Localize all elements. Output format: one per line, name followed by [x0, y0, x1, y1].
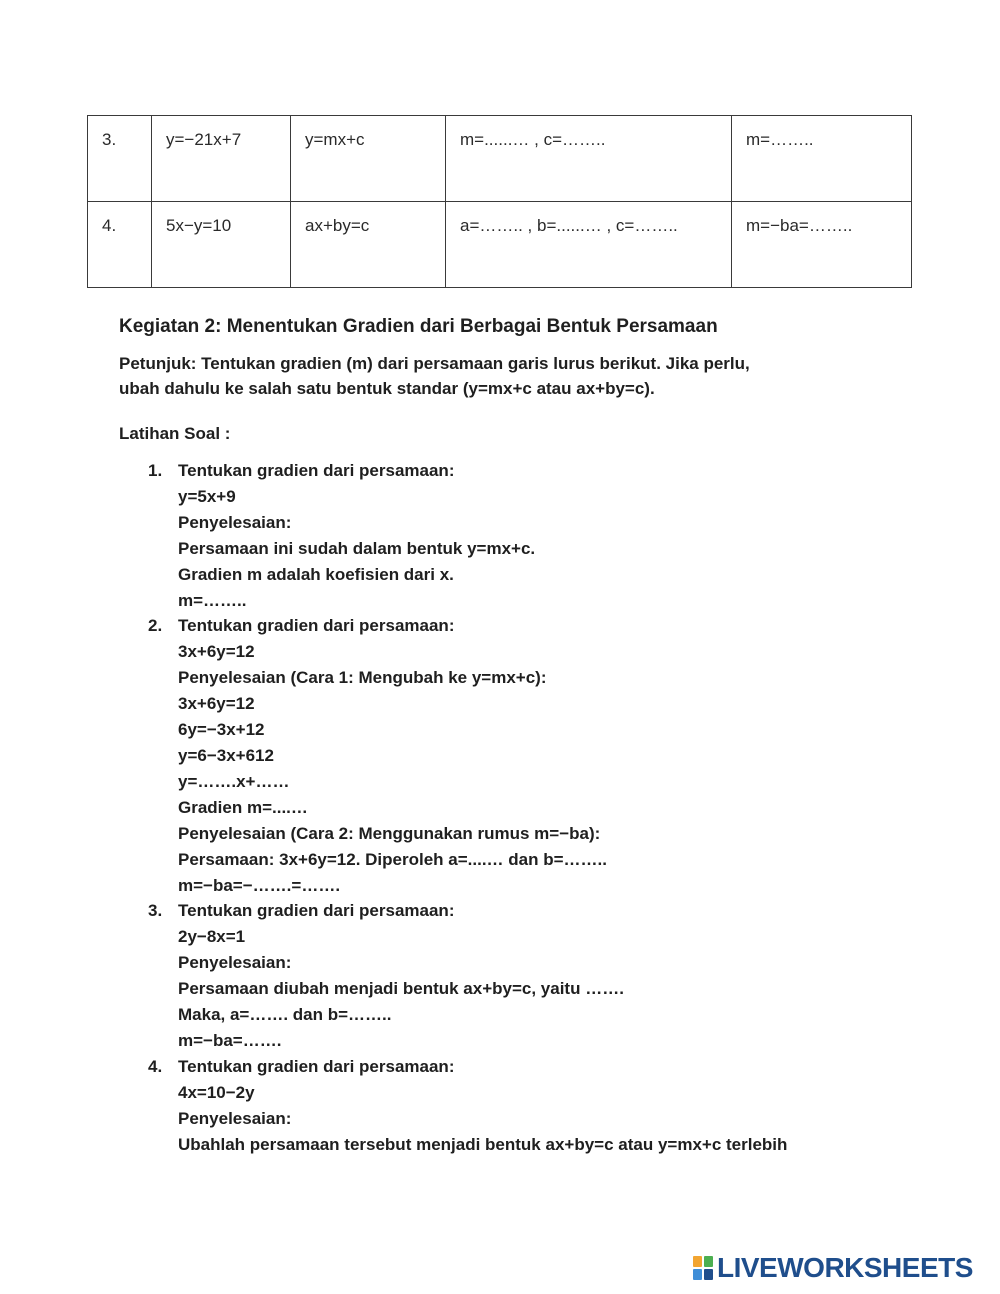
row-number-cell: 3. [88, 116, 152, 202]
problem-line: Penyelesaian (Cara 2: Menggunakan rumus m=−ba): [178, 823, 601, 843]
coefficients-cell: a=…….. , b=......… , c=…….. [446, 202, 732, 288]
logo-block [693, 1269, 702, 1280]
problem-number: 3. [148, 901, 163, 921]
answer-line: m=−ba=−…….=……. [178, 875, 341, 895]
answer-table [87, 115, 912, 288]
answer-line: Maka, a=……. dan b=…….. [178, 1005, 392, 1025]
problem-line: Penyelesaian (Cara 1: Mengubah ke y=mx+c): [178, 668, 547, 688]
section-heading: Kegiatan 2: Menentukan Gradien dari Berbagai Bentuk Persamaan [119, 316, 718, 337]
logo-block [704, 1256, 713, 1267]
row-number-cell: 4. [88, 202, 152, 288]
problem-line: Penyelesaian: [178, 512, 292, 532]
equation-cell: 5x−y=10 [152, 202, 291, 288]
logo-blocks-icon [693, 1256, 713, 1280]
logo-block [704, 1269, 713, 1280]
problem-line: Gradien m adalah koefisien dari x. [178, 564, 454, 584]
problem-line: 2y−8x=1 [178, 927, 246, 947]
instruction-line: ubah dahulu ke salah satu bentuk standar (y=mx+c atau ax+by=c). [119, 379, 655, 398]
instructions [119, 351, 899, 401]
problem-line: Tentukan gradien dari persamaan: [178, 901, 455, 921]
problem-line: 3x+6y=12 [178, 694, 255, 714]
problem-item [119, 898, 899, 1053]
problem-line: Penyelesaian: [178, 1108, 292, 1128]
answer-line: Persamaan diubah menjadi bentuk ax+by=c, yaitu ……. [178, 979, 624, 999]
problem-number: 1. [148, 461, 163, 480]
problem-line: Tentukan gradien dari persamaan: [178, 1056, 455, 1076]
problem-number: 2. [148, 616, 163, 636]
logo-block [693, 1256, 702, 1267]
problem-line: y=6−3x+612 [178, 745, 274, 765]
gradient-cell: m=…….. [732, 116, 912, 202]
answer-line: Persamaan: 3x+6y=12. Diperoleh a=....… dan b=…….. [178, 849, 607, 869]
problem-number: 4. [148, 1056, 163, 1076]
problem-line: 3x+6y=12 [178, 642, 255, 662]
table-row [88, 116, 912, 202]
equation-cell: y=−21x+7 [152, 116, 291, 202]
problem-item [119, 458, 899, 613]
problem-item [119, 613, 899, 898]
problem-line: y=5x+9 [178, 486, 236, 506]
problem-line: 6y=−3x+12 [178, 720, 265, 740]
exercise-label: Latihan Soal : [119, 424, 231, 443]
problem-item [119, 1054, 899, 1158]
coefficients-cell: m=......… , c=…….. [446, 116, 732, 202]
answer-line: m=…….. [178, 590, 247, 610]
problem-list [119, 458, 899, 1157]
logo-text: LIVEWORKSHEETS [717, 1252, 973, 1283]
answer-line: Gradien m=....… [178, 797, 308, 817]
problem-line: Tentukan gradien dari persamaan: [178, 461, 455, 480]
problem-line: Persamaan ini sudah dalam bentuk y=mx+c. [178, 538, 536, 558]
problem-line: Tentukan gradien dari persamaan: [178, 616, 455, 636]
problem-line: Ubahlah persamaan tersebut menjadi bentuk ax+by=c atau y=mx+c terlebih [178, 1134, 788, 1154]
answer-line: y=…….x+…… [178, 771, 290, 791]
standard-form-cell: ax+by=c [291, 202, 446, 288]
liveworksheets-logo [693, 1252, 973, 1284]
answer-line: m=−ba=……. [178, 1030, 282, 1050]
problem-line: 4x=10−2y [178, 1082, 255, 1102]
table-row [88, 202, 912, 288]
activity-section [119, 314, 899, 1157]
instruction-line: Petunjuk: Tentukan gradien (m) dari persamaan garis lurus berikut. Jika perlu, [119, 354, 750, 373]
problem-line: Penyelesaian: [178, 953, 292, 973]
standard-form-cell: y=mx+c [291, 116, 446, 202]
gradient-cell: m=−ba=…….. [732, 202, 912, 288]
